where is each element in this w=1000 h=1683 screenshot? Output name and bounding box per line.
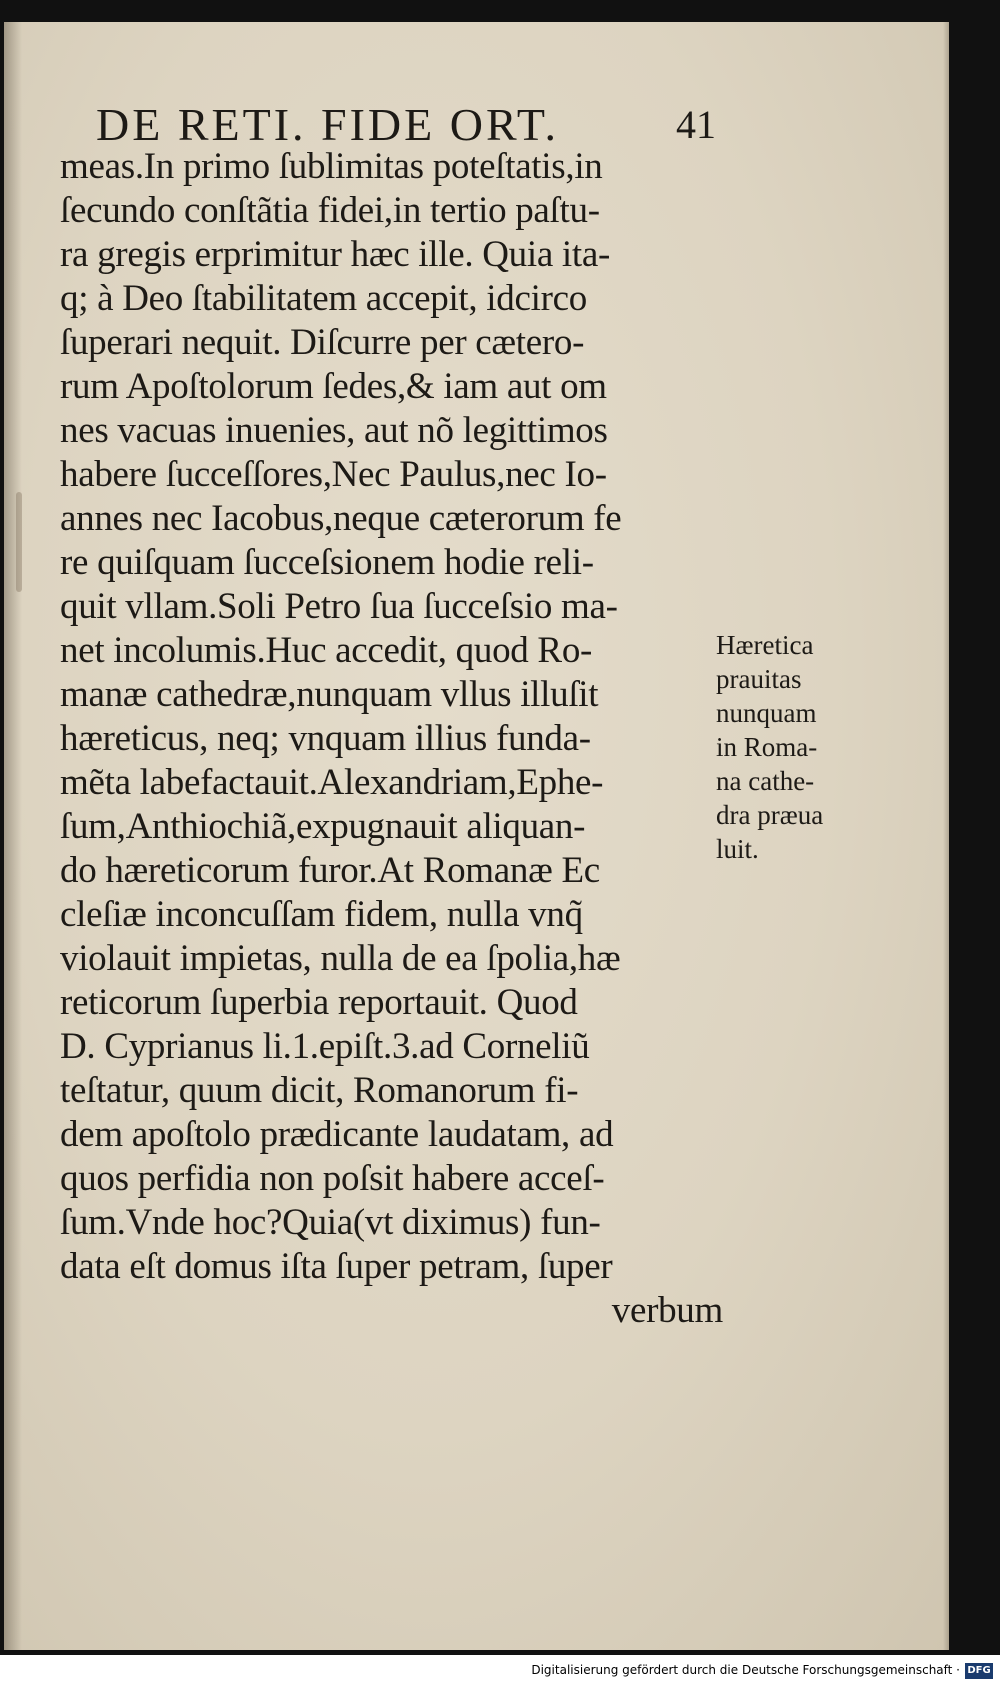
text-line: ſuperari nequit. Diſcurre per cætero- [60, 322, 585, 363]
text-line: re quiſquam ſucceſsionem hodie reli- [60, 542, 594, 583]
text-line: ra gregis erprimitur hæc ille. Quia ita- [60, 234, 611, 275]
catchword: verbum [611, 1290, 723, 1331]
text-line: ſecundo conſtãtia fidei,in tertio paſtu- [60, 190, 600, 231]
running-head-title: DE RETI. FIDE ORT. [96, 99, 560, 150]
text-line: q; à Deo ſtabilitatem accepit, idcirco [60, 278, 587, 319]
margin-note-line: dra præua [716, 800, 824, 830]
text-line: cleſiæ inconcuſſam fidem, nulla vnq̃ [60, 894, 583, 935]
margin-note-line: prauitas [716, 664, 802, 694]
text-line: ſum.Vnde hoc?Quia(vt diximus) fun- [60, 1202, 601, 1243]
text-line: annes nec Iacobus,neque cæterorum fe [60, 498, 622, 539]
margin-note-line: na cathe- [716, 766, 815, 796]
margin-note-line: Hæretica [716, 630, 814, 660]
text-line: quit vllam.Soli Petro ſua ſucceſsio ma- [60, 586, 618, 627]
page-stain [16, 492, 22, 592]
text-line: ſum,Anthiochiã,expugnauit aliquan- [60, 806, 586, 847]
dfg-logo: DFG [965, 1663, 993, 1679]
text-line: dem apoſtolo prædicante laudatam, ad [60, 1114, 614, 1155]
text-line: meas.In primo ſublimitas poteſtatis,in [60, 146, 603, 187]
text-line: violauit impietas, nulla de ea ſpolia,hæ [60, 938, 621, 979]
text-line: do hæreticorum furor.At Romanæ Ec [60, 850, 600, 891]
gutter-shadow [4, 22, 22, 1650]
text-line: habere ſucceſſores,Nec Paulus,nec Io- [60, 454, 607, 495]
text-line: reticorum ſuperbia reportauit. Quod [60, 982, 578, 1023]
page-edge-shadow [943, 22, 949, 1650]
text-line: data eſt domus iſta ſuper petram, ſuper [60, 1246, 613, 1287]
text-line: mẽta labefactauit.Alexandriam,Ephe- [60, 762, 604, 803]
digitization-credit: Digitalisierung gefördert durch die Deutsche Forschungsgemeinschaft · [531, 1663, 960, 1677]
margin-note-line: nunquam [716, 698, 817, 728]
page-number: 41 [676, 102, 716, 147]
margin-note-line: luit. [716, 834, 759, 864]
text-line: net incolumis.Huc accedit, quod Ro- [60, 630, 593, 671]
margin-note-line: in Roma- [716, 732, 818, 762]
text-line: manæ cathedræ,nunquam vllus illuſit [60, 674, 599, 715]
text-line: rum Apoſtolorum ſedes,& iam aut om [60, 366, 607, 407]
text-line: hæreticus, neq; vnquam illius funda- [60, 718, 591, 759]
text-line: D. Cyprianus li.1.epiſt.3.ad Corneliũ [60, 1026, 590, 1067]
margin-note [716, 628, 866, 866]
text-line: teſtatur, quum dicit, Romanorum fi- [60, 1070, 579, 1111]
text-line: quos perfidia non poſsit habere acceſ- [60, 1158, 605, 1199]
text-line: nes vacuas inuenies, aut nõ legittimos [60, 410, 608, 451]
body-text [60, 145, 725, 1333]
